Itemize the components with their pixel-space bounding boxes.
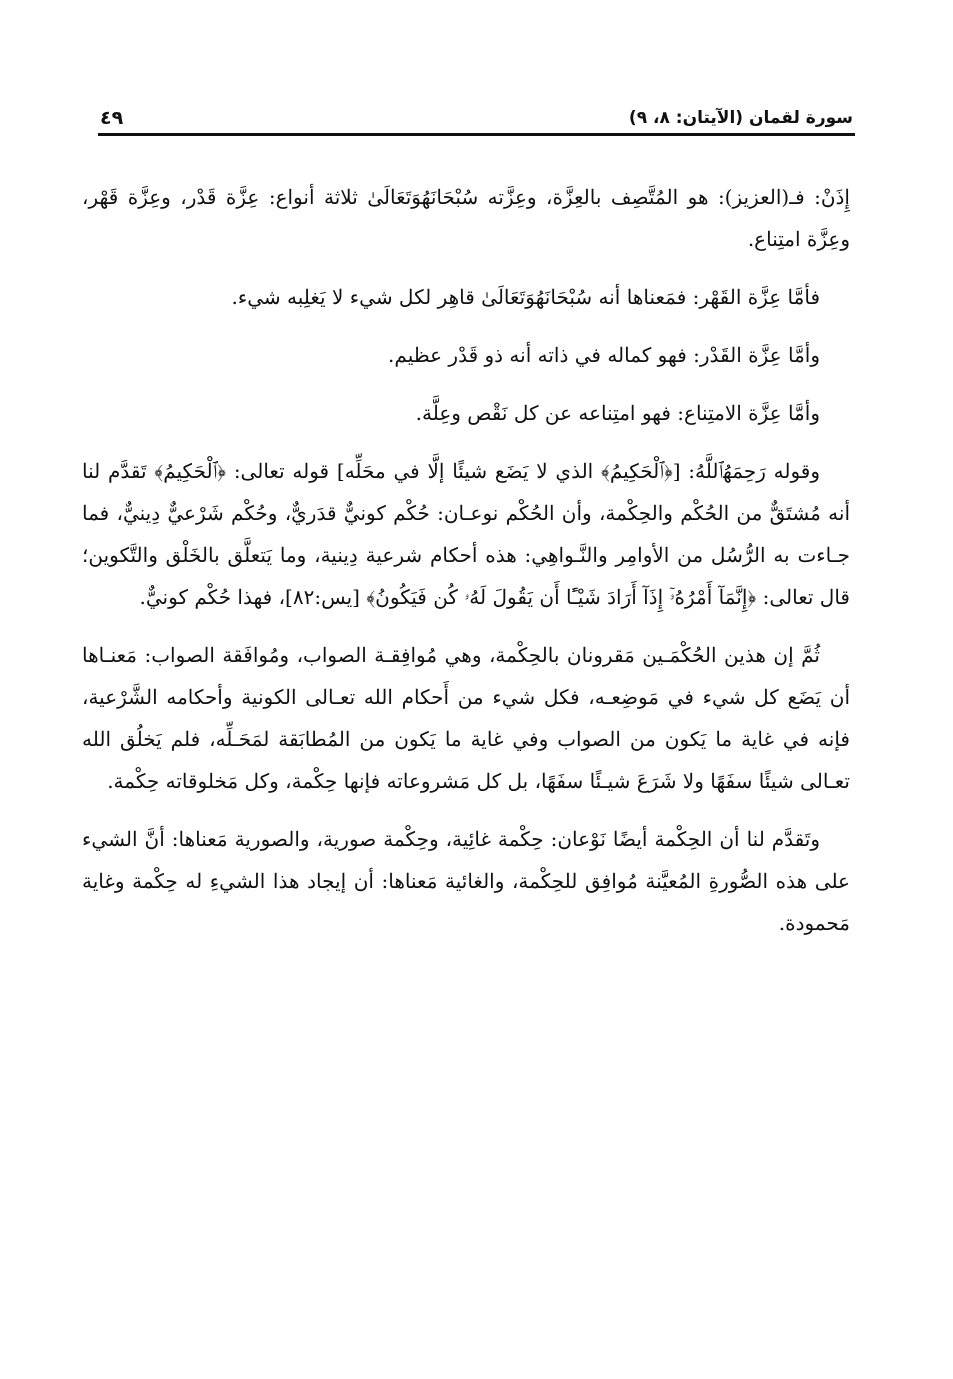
header-divider	[98, 133, 855, 136]
paragraph-hikmah-types: وتَقدَّم لنا أن الحِكْمة أيضًا نَوْعان: حِكْمة غائِية، وحِكْمة صورية، والصورية مَعناها: أنَّ الشيء على هذه الصُّورةِ المُعيَّنة مُوافِق للحِكْمة، والغائية مَعناها: أن إيجاد هذا الشيءِ له حِكْمة وغاية مَحمودة.	[82, 827, 850, 935]
paragraph-izzat-qahr: فأمَّا عِزَّة القَهْر: فمَعناها أنه سُبْحَانَهُوَتَعَالَىٰ قاهِر لكل شيء لا يَغلِبه شيء.	[231, 285, 820, 309]
running-title: سورة لقمان (الآيتان: ٨، ٩)	[628, 108, 853, 128]
paragraph-izzat-imtina: وأمَّا عِزَّة الامتِناع: فهو امتِناعه عن كل نَقْص وعِلَّة.	[415, 401, 820, 425]
paragraph-al-hakim: وقوله رَحِمَهُٱللَّهُ: [﴿ٱلْحَكِيمُ﴾ الذي لا يَضَع شيئًا إلَّا في محَلِّه] قوله تعالى: ﴿ٱلْحَكِيمُ﴾ تَقدَّم لنا أنه مُشتَقٌّ من الحُكْم والحِكْمة، وأن الحُكْم نوعـان: حُكْم كونيٌّ قدَريٌّ، وحُكْم شَرْعيٌّ دِينيٌّ، فما جـاءت به الرُّسُل من الأوامِر والنَّـواهِي: هذه أحكام شرعية دِينية، وما يَتعلَّق بالخَلْق والتَّكوين؛ قال تعالى: ﴿إِنَّمَآ أَمْرُهُۥٓ إِذَآ أَرَادَ شَيْـًٔا أَن يَقُولَ لَهُۥ كُن فَيَكُونُ﴾ [يس:٨٢]، فهذا حُكْم كونيٌّ.	[82, 459, 850, 609]
page-body	[82, 176, 850, 960]
page-number: ٤٩	[100, 107, 124, 129]
paragraph-izzah-types: إِذَنْ: فـ(العزيز): هو المُتَّصِف بالعِزَّة، وعِزَّته سُبْحَانَهُوَتَعَالَىٰ ثلاثة أنواع: عِزَّة قَدْر، وعِزَّة قَهْر، وعِزَّة امتِناع.	[82, 185, 850, 251]
paragraph-hikmah-sawab: ثُمَّ إن هذين الحُكْمَـين مَقرونان بالحِكْمة، وهي مُوافِقـة الصواب، ومُوافَقة الصواب: مَعنـاها أن يَضَع كل شيء في مَوضِعـه، فكل شيء من أَحكام الله تعـالى الكونية وأحكامه الشَّرْعية، فإنه في غاية ما يَكون من الصواب وفي غاية ما يَكون من المُطابَقة لمَحَـلِّه، فلم يَخلُق الله تعـالى شيئًا سفَهًا ولا شَرَعَ شيـئًا سفَهًا، بل كل مَشروعاته فإنها حِكْمة، وكل مَخلوقاته حِكْمة.	[82, 643, 851, 793]
page-header	[100, 100, 853, 130]
paragraph-izzat-qadr: وأمَّا عِزَّة القَدْر: فهو كماله في ذاته أنه ذو قَدْر عظيم.	[388, 343, 820, 367]
